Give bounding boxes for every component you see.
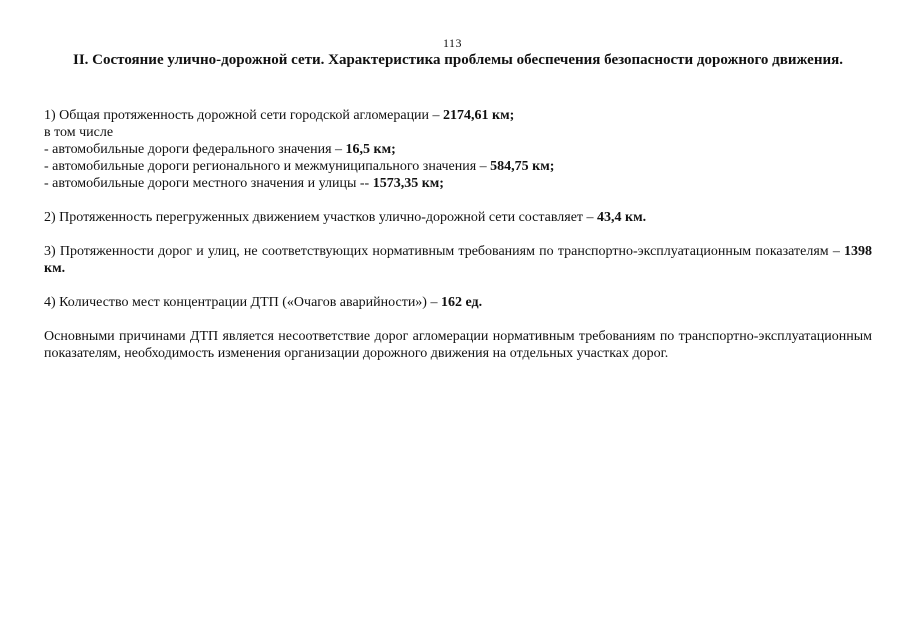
item-1-subheading: в том числе [44,125,114,140]
spacer [44,277,872,294]
bullet-local-value: 1573,35 км; [372,176,444,191]
bullet-regional [44,158,872,175]
item-2-text: 2) Протяженность перегруженных движением участков улично-дорожной сети составляет – [44,210,598,225]
bullet-local [44,175,872,192]
item-4-text: 4) Количество мест концентрации ДТП («Очагов аварийности») – [44,295,441,310]
item-4-line [44,294,872,311]
spacer [44,226,872,243]
bullet-local-text: - автомобильные дороги местного значения и улицы -- [44,176,373,191]
spacer [44,311,872,328]
section-heading: II. Состояние улично-дорожной сети. Характеристика проблемы обеспечения безопасности дорожного движения. [73,52,843,68]
item-1-text: 1) Общая протяженность дорожной сети городской агломерации – [44,108,444,123]
bullet-regional-text: - автомобильные дороги регионального и межмуниципального значения – [44,159,491,174]
page-number: 113 [442,36,463,50]
item-3-value: 1398 км. [44,244,872,276]
item-4-value: 162 ед. [440,295,483,310]
bullet-regional-value: 584,75 км; [490,159,555,174]
item-2-value: 43,4 км. [597,210,647,225]
item-2-line [44,209,872,226]
item-3-paragraph [44,243,872,277]
bullet-federal [44,141,872,158]
item-3-text: 3) Протяженности дорог и улиц, не соответствующих нормативным требованиям по транспортно-эксплуатационным показателям – [44,244,844,259]
bullet-federal-value: 16,5 км; [345,142,396,157]
bullet-federal-text: - автомобильные дороги федерального значения – [44,142,346,157]
item-1-line [44,107,872,124]
document-body [44,107,872,362]
spacer [44,192,872,209]
conclusion-paragraph: Основными причинами ДТП является несоответствие дорог агломерации нормативным требованиям по транспортно-эксплуатационным показателям, необходимость изменения организации дорожного движения на отдельных участках дорог. [44,329,872,361]
item-1-value: 2174,61 км; [443,108,515,123]
